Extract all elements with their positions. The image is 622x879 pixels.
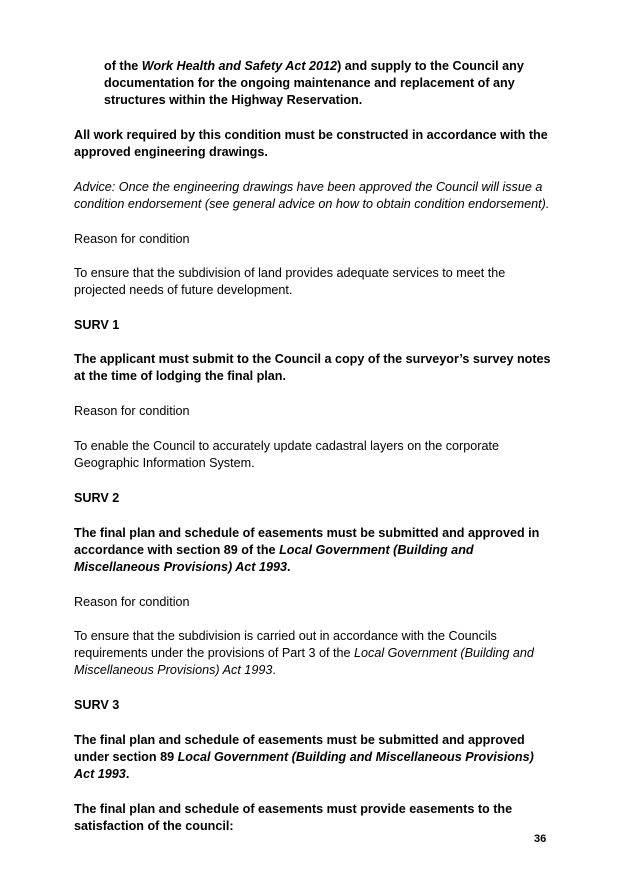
advice-note: Advice: Once the engineering drawings have been approved the Council will issue a condition endorsement (see general advice on how to obtain condition endorsement). (74, 180, 550, 212)
surv3-act-reference: Local Government (Building and Miscellaneous Provisions) Act 1993 (74, 750, 534, 782)
surv1-reason-heading: Reason for condition (74, 404, 190, 418)
surv2-reason-start: To ensure that the subdivision is carried out in accordance with the Councils requirements under the provisions of Part 3 of the (74, 629, 497, 661)
intro-condition-text (104, 58, 554, 110)
intro-text-start: of the (104, 59, 142, 73)
intro-text-end: ) and supply to the Council any documentation for the ongoing maintenance and replacement of any structures within the Highway Reservation. (104, 59, 524, 108)
surv2-condition (74, 525, 554, 577)
reason-text: To ensure that the subdivision of land provides adequate services to meet the projected needs of future development. (74, 266, 506, 298)
surv2-reason-end: . (272, 663, 276, 678)
reason-heading: Reason for condition (74, 232, 190, 246)
surv3-easements-text: The final plan and schedule of easements must provide easements to the satisfaction of the council: (74, 802, 513, 834)
surv2-reason-act: Local Government (Building and Miscellaneous Provisions) Act 1993 (74, 646, 534, 678)
surv2-heading: SURV 2 (74, 491, 120, 505)
surv2-reason-heading: Reason for condition (74, 595, 190, 609)
surv2-condition-end: . (287, 560, 291, 575)
surv2-condition-start: The final plan and schedule of easements must be submitted and approved in accordance with section 89 of the (74, 526, 540, 558)
surv2-act-reference: Local Government (Building and Miscellaneous Provisions) Act 1993 (74, 543, 474, 575)
engineering-requirement: All work required by this condition must be constructed in accordance with the approved engineering drawings. (74, 128, 548, 160)
surv3-condition (74, 732, 554, 784)
surv3-condition-start: The final plan and schedule of easements must be submitted and approved under section 89 (74, 733, 525, 765)
surv1-heading: SURV 1 (74, 318, 120, 332)
whs-act-reference: Work Health and Safety Act 2012 (141, 59, 338, 73)
surv1-reason-text: To enable the Council to accurately update cadastral layers on the corporate Geographic Information System. (74, 439, 499, 471)
surv3-heading: SURV 3 (74, 698, 120, 712)
surv1-condition: The applicant must submit to the Council a copy of the surveyor’s survey notes at the time of lodging the final plan. (74, 352, 551, 384)
surv2-reason-text (74, 628, 554, 680)
surv3-condition-end: . (125, 767, 130, 782)
page-number: 36 (534, 833, 547, 845)
